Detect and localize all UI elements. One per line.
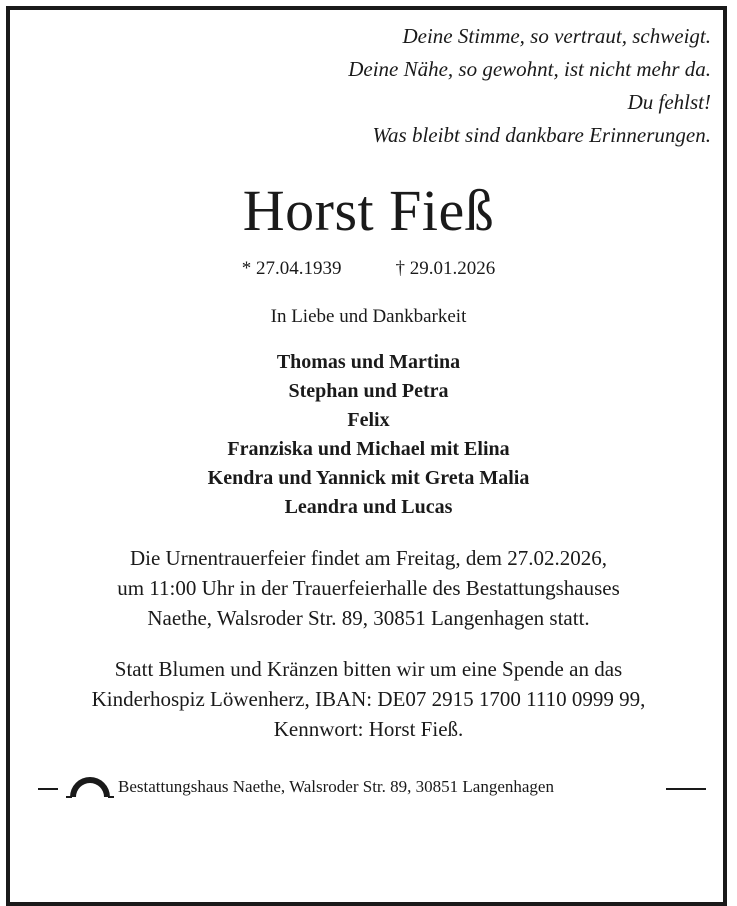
footer-rule-left [38, 788, 58, 790]
poem-line: Du fehlst! [627, 90, 711, 114]
family-member-line: Kendra und Yannick mit Greta Malia [207, 467, 530, 489]
family-member-line: Thomas und Martina [276, 351, 461, 373]
ceremony-line: Die Urnentrauerfeier findet am Freitag, dem 27.02.2026, [129, 546, 607, 570]
poem-line: Was bleibt sind dankbare Erinnerungen. [372, 123, 711, 147]
ceremony-line: um 11:00 Uhr in der Trauerfeierhalle des Bestattungshauses [117, 576, 620, 600]
ceremony-info [0, 543, 737, 633]
funeral-home-logo-icon [64, 770, 116, 798]
dedication: In Liebe und Dankbarkeit [270, 306, 467, 327]
family-list [0, 348, 737, 522]
ceremony-line: Naethe, Walsroder Str. 89, 30851 Langenhagen statt. [147, 606, 590, 630]
footer-rule-right [666, 788, 706, 790]
donation-line: Kennwort: Horst Fieß. [273, 717, 464, 741]
donation-info [0, 654, 737, 744]
footer [6, 768, 731, 800]
poem-line: Deine Stimme, so vertraut, schweigt. [402, 24, 711, 48]
family-member-line: Stephan und Petra [288, 380, 449, 402]
family-member-line: Felix [347, 409, 390, 431]
donation-line: Statt Blumen und Kränzen bitten wir um eine Spende an das [114, 657, 623, 681]
poem-line: Deine Nähe, so gewohnt, ist nicht mehr da. [348, 57, 711, 81]
family-member-line: Franziska und Michael mit Elina [227, 438, 510, 460]
donation-line: Kinderhospiz Löwenherz, IBAN: DE07 2915 1700 1110 0999 99, [91, 687, 646, 711]
death-date: † 29.01.2026 [395, 258, 496, 279]
birth-date: * 27.04.1939 [241, 258, 342, 279]
family-member-line: Leandra und Lucas [284, 496, 453, 518]
life-dates [0, 256, 737, 282]
footer-address: Bestattungshaus Naethe, Walsroder Str. 89, 30851 Langenhagen [118, 777, 554, 796]
poem [348, 20, 711, 152]
deceased-name: Horst Fieß [242, 178, 495, 243]
